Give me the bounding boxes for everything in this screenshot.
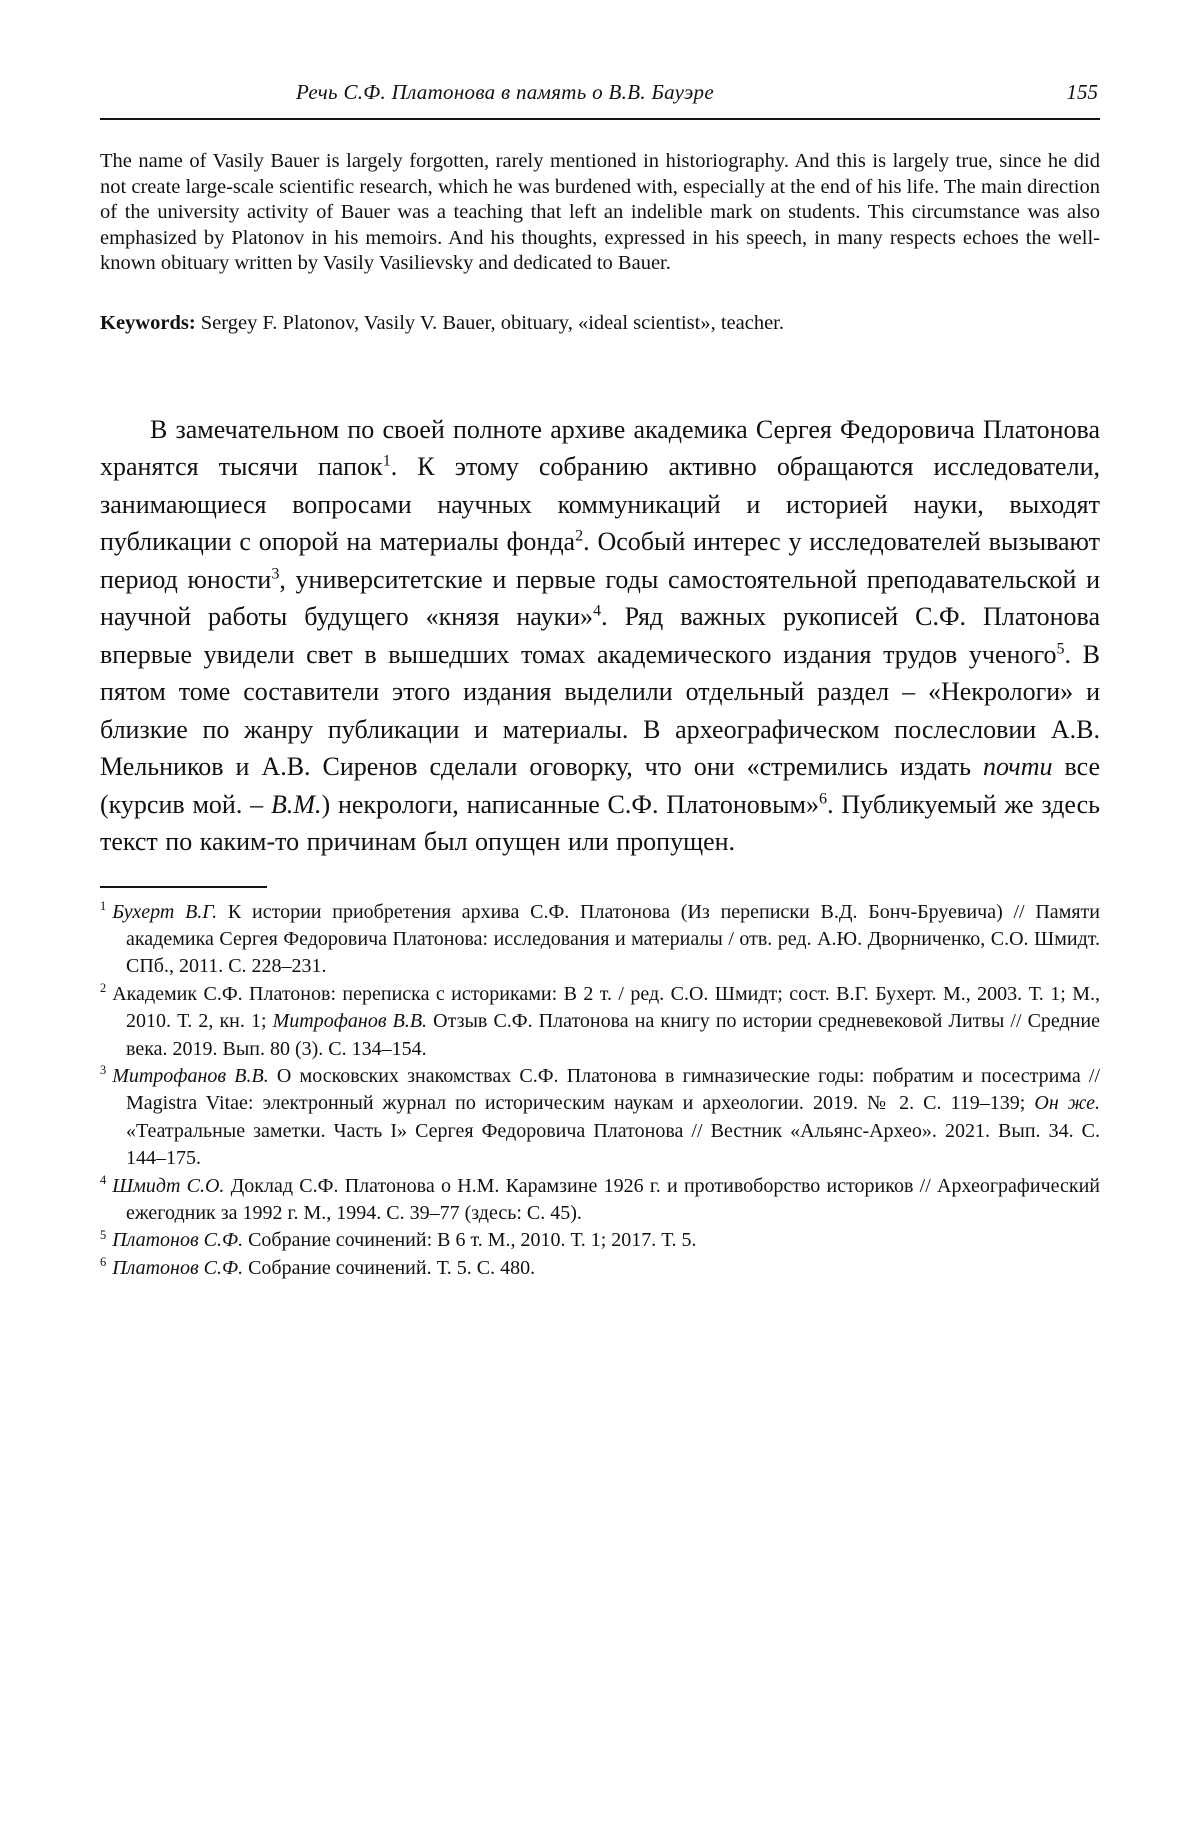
footnote-text [112, 1065, 1100, 1169]
main-text-section [100, 411, 1100, 861]
footnote-item [100, 1255, 1100, 1282]
text-segment: все (курсив мой. – [100, 752, 1100, 819]
italic-text-segment: В.М. [270, 789, 322, 819]
footnote-text [112, 983, 1100, 1060]
footnote-text [112, 1257, 535, 1279]
italic-text-segment: Митрофанов В.В. [112, 1065, 269, 1087]
footnote-item [100, 1173, 1100, 1228]
abstract-section [100, 149, 1100, 337]
footnote-ref: 3 [271, 564, 280, 582]
text-segment: , университетские и первые годы самостоятельной преподавательской и научной работы будущего «князя науки» [100, 564, 1100, 632]
footnote-ref: 2 [575, 527, 584, 545]
footnote-text [112, 901, 1100, 978]
italic-text-segment: Он же. [1034, 1092, 1100, 1115]
italic-text-segment: Шмидт С.О. [112, 1174, 225, 1197]
footnote-text [112, 1175, 1100, 1224]
text-segment: Доклад С.Ф. Платонова о Н.М. Карамзине 1926 г. и противоборство историков // Археографический ежегодник за 1992 г. М., 1994. С. 39–77 (здесь: С. 45). [126, 1174, 1101, 1225]
footnote-item [100, 1063, 1100, 1173]
text-segment: Отзыв С.Ф. Платонова на книгу по истории средневековой Литвы // Средние века. 2019. Вып. 80 (3). С. 134–154. [126, 1010, 1101, 1060]
footnote-number: 2 [100, 981, 107, 996]
text-segment: . В пятом томе составители этого издания выделили отдельный раздел – «Некрологи» и близкие по жанру публикации и материалы. В археографическом послесловии А.В. Мельников и А.В. Сиренов сделали оговорку, что они «стремились издать [100, 639, 1101, 782]
running-head-title: Речь С.Ф. Платонова в память о В.В. Бауэре [296, 80, 714, 104]
page-number: 155 [1066, 80, 1098, 104]
main-paragraph [100, 411, 1100, 861]
keywords-text: Sergey F. Platonov, Vasily V. Bauer, obituary, «ideal scientist», teacher. [195, 311, 785, 334]
italic-text-segment: почти [982, 752, 1053, 782]
footnote-number: 5 [100, 1227, 107, 1242]
footnote-separator-rule [100, 886, 267, 888]
text-segment: К истории приобретения архива С.Ф. Платонова (Из переписки В.Д. Бонч-Бруевича) // Памяти академика Сергея Федоровича Платонова: исследования и материалы / отв. ред. А.Ю. Дворниченко, С.О. Шмидт. СПб., 2011. С. 228–231. [126, 900, 1100, 978]
text-segment: . Ряд важных рукописей С.Ф. Платонова впервые увидели свет в вышедших томах академического издания трудов ученого [100, 602, 1100, 669]
footnote-item [100, 899, 1100, 981]
footnote-ref: 5 [1056, 639, 1065, 657]
abstract-paragraph: The name of Vasily Bauer is largely forgotten, rarely mentioned in historiography. And this is largely true, since he did not create large-scale scientific research, which he was burdened with, especially at the end of his life. The main direction of the university activity of Bauer was a teaching that left an indelible mark on students. This circumstance was also emphasized by Platonov in his memoirs. And his thoughts, expressed in his speech, in many respects echoes the well-known obituary written by Vasily Vasilievsky and dedicated to Bauer. [100, 150, 1100, 275]
text-segment: В замечательном по своей полноте архиве академика Сергея Федоровича Платонова хранятся тысячи папок [100, 414, 1100, 482]
footnote-number: 6 [100, 1255, 107, 1270]
text-segment: «Театральные заметки. Часть I» Сергея Федоровича Платонова // Вестник «Альянс-Архео». 2021. Вып. 34. С. 144–175. [126, 1119, 1100, 1170]
footnote-text [112, 1229, 696, 1251]
text-segment: ) некрологи, написанные С.Ф. Платоновым» [321, 789, 820, 819]
italic-text-segment: Митрофанов В.В. [272, 1010, 428, 1033]
italic-text-segment: Бухерт В.Г. [112, 900, 218, 923]
footnote-ref: 6 [819, 789, 828, 807]
text-segment: Собрание сочинений. Т. 5. С. 480. [243, 1256, 536, 1279]
text-segment: . Публикуемый же здесь текст по каким-то причинам был опущен или пропущен. [100, 789, 1100, 857]
italic-text-segment: Платонов С.Ф. [112, 1229, 244, 1252]
footnote-number: 3 [100, 1063, 107, 1078]
footnote-number: 1 [100, 898, 107, 913]
text-segment: О московских знакомствах С.Ф. Платонова в гимназические годы: побратим и посестрима // Magistra Vitae: электронный журнал по историческим наукам и археологии. 2019. № 2. С. 119–139; [126, 1065, 1100, 1115]
text-segment: Собрание сочинений: В 6 т. М., 2010. Т. 1; 2017. Т. 5. [243, 1229, 697, 1252]
footnote-item [100, 981, 1100, 1063]
footnotes-list [100, 899, 1100, 1283]
italic-text-segment: Платонов С.Ф. [112, 1256, 244, 1279]
header-rule [100, 118, 1100, 120]
page-header [100, 80, 1100, 110]
text-segment: . К этому собранию активно обращаются исследователи, занимающиеся вопросами научных коммуникаций и историей науки, выходят публикации с опорой на материалы фонда [100, 452, 1100, 557]
text-segment: Академик С.Ф. Платонов: переписка с историками: В 2 т. / ред. С.О. Шмидт; сост. В.Г. Бухерт. М., 2003. Т. 1; М., 2010. Т. 2, кн. 1; [112, 982, 1100, 1033]
keywords-label: Keywords: [100, 311, 196, 334]
keywords-line [100, 311, 1100, 337]
footnote-ref: 4 [593, 602, 602, 620]
footnote-ref: 1 [382, 452, 391, 470]
footnote-item [100, 1227, 1100, 1254]
footnote-number: 4 [100, 1172, 107, 1187]
text-segment: . Особый интерес у исследователей вызывают период юности [100, 527, 1100, 594]
